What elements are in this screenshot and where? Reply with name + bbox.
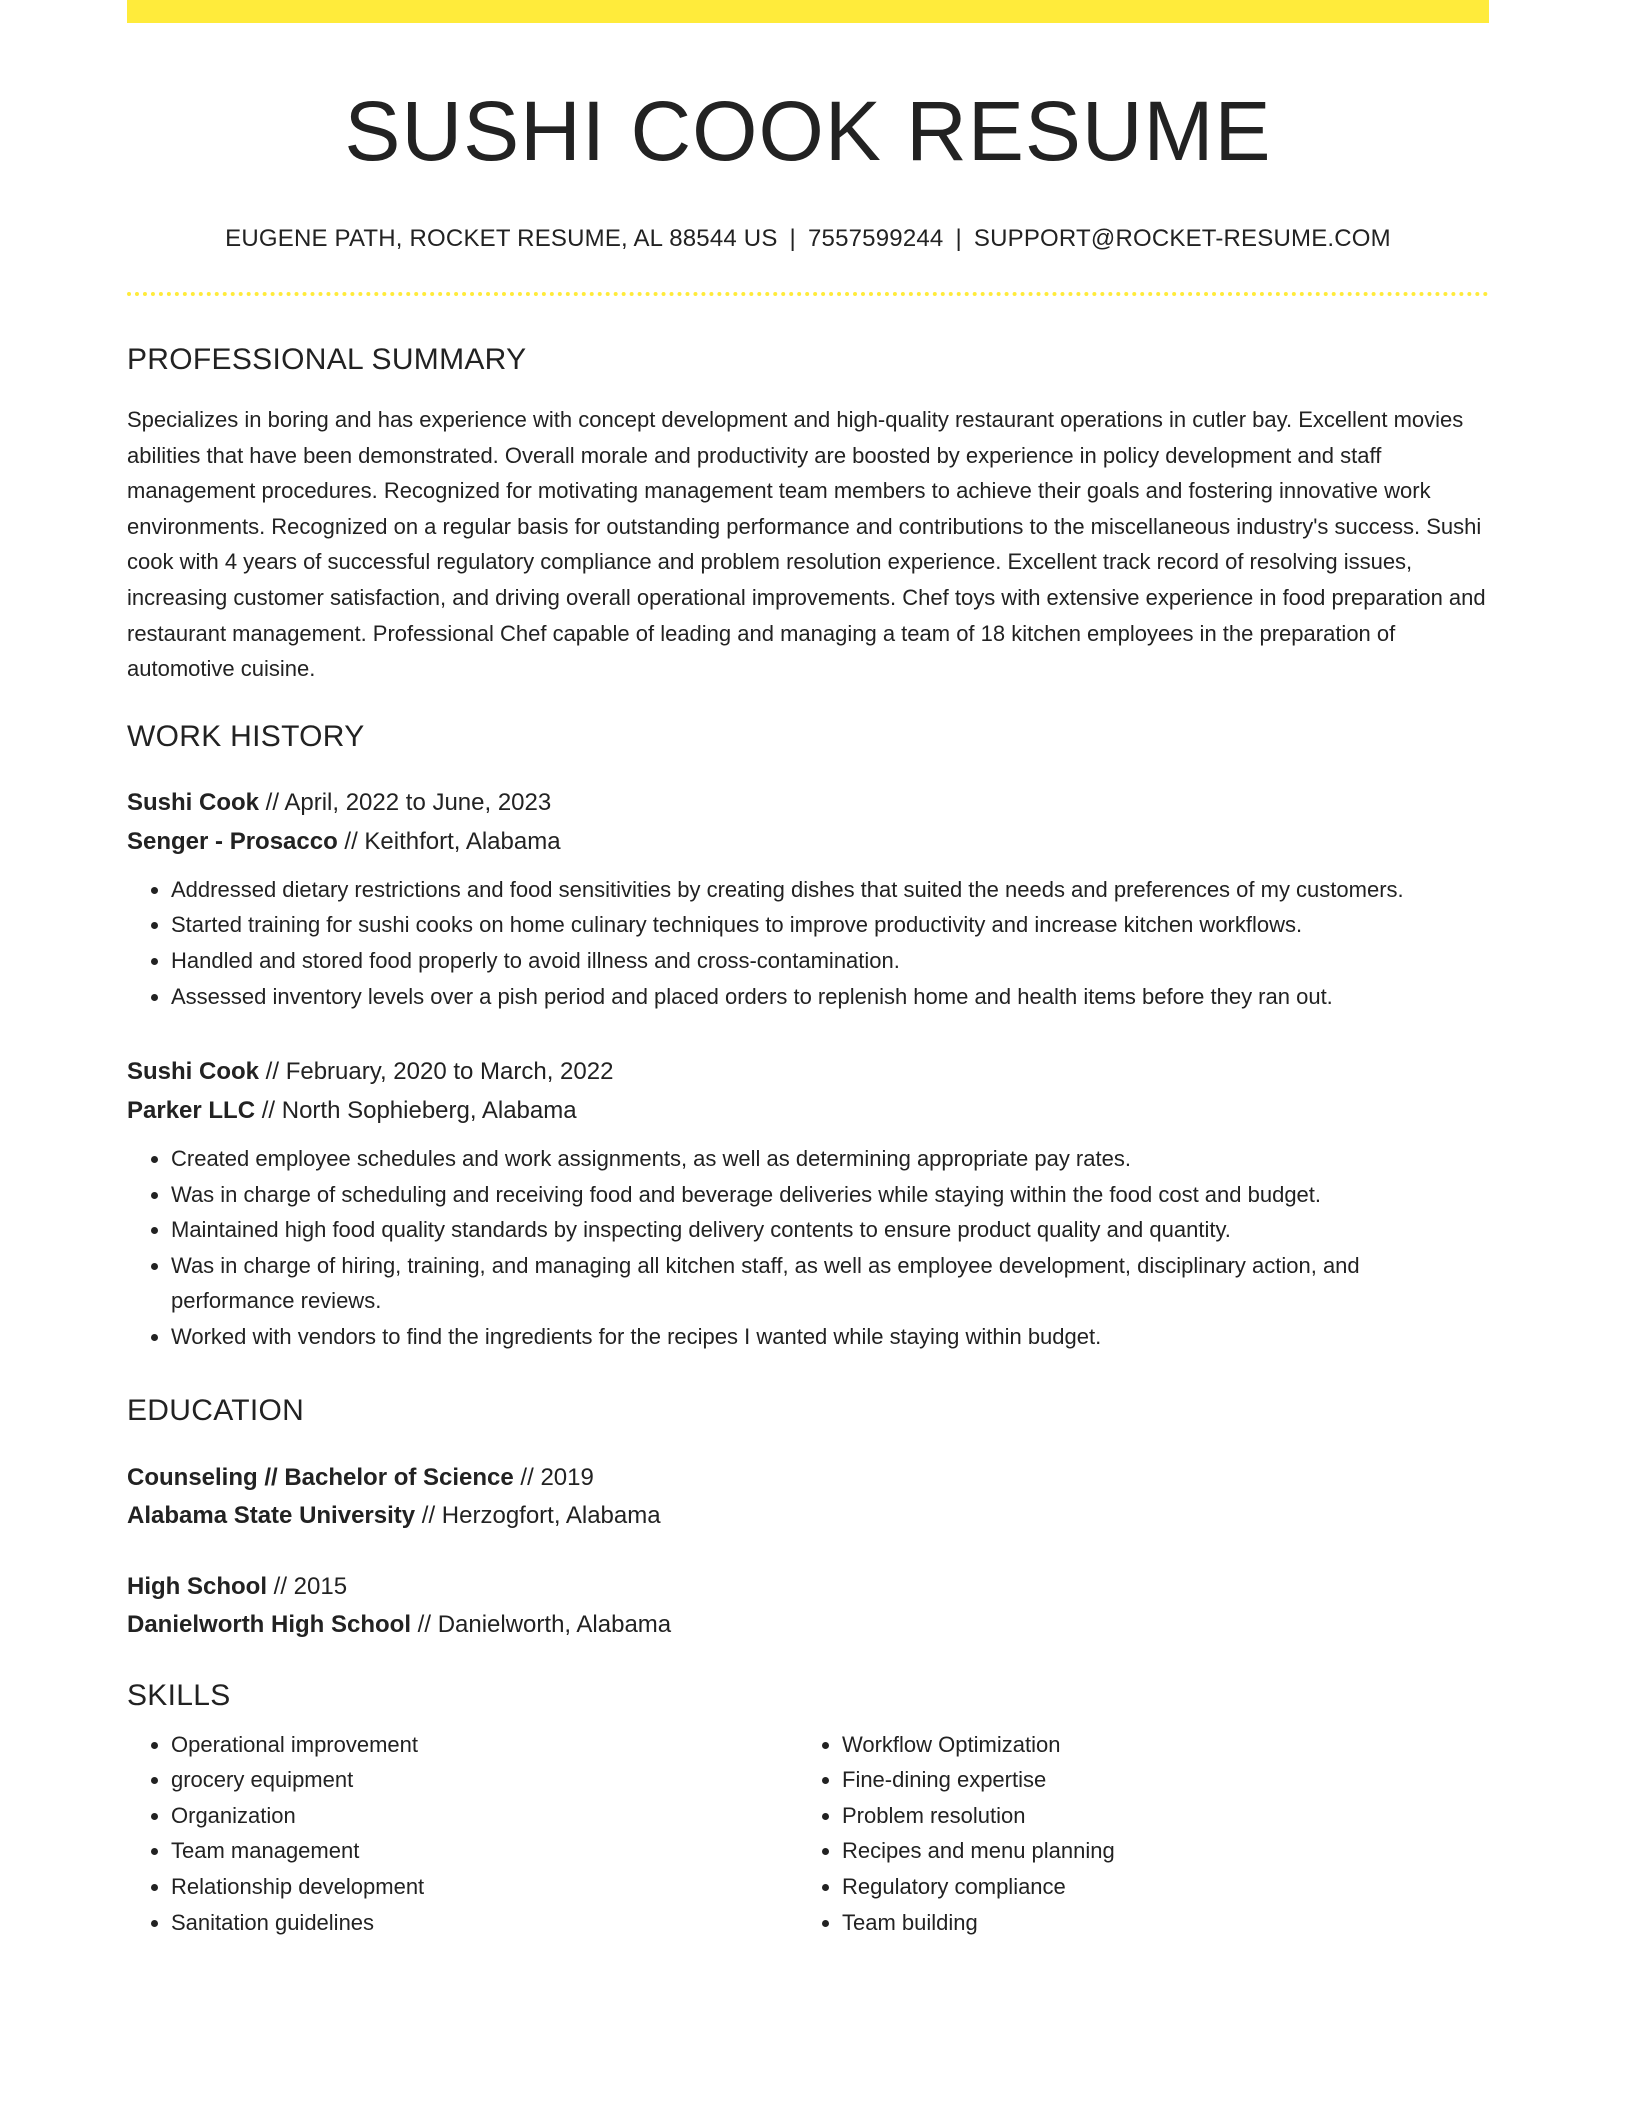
education-location: // Herzogfort, Alabama [415, 1501, 661, 1529]
education-school-line [127, 1497, 1489, 1535]
job-bullet: • Worked with vendors to find the ingredients for the recipes I wanted while staying within budget. [171, 1319, 1489, 1355]
job-bullet: • Handled and stored food properly to avoid illness and cross-contamination. [171, 943, 1489, 979]
contact-address: EUGENE PATH, ROCKET RESUME, AL 88544 US [225, 225, 778, 253]
education-entry [127, 1568, 1489, 1644]
job-location: // Keithfort, Alabama [337, 827, 561, 855]
skills-list-left [127, 1727, 798, 1941]
education-location: // Danielworth, Alabama [411, 1610, 672, 1638]
skill-item: • Workflow Optimization [842, 1727, 1469, 1763]
job-location: // North Sophieberg, Alabama [255, 1097, 577, 1125]
education-entry [127, 1459, 1489, 1535]
job-company-line [127, 822, 1489, 861]
education-degree: High School [127, 1572, 267, 1600]
job-dates: // April, 2022 to June, 2023 [259, 788, 552, 816]
job-dates: // February, 2020 to March, 2022 [259, 1058, 614, 1086]
job-title: Sushi Cook [127, 1058, 260, 1086]
contact-phone: 7557599244 [807, 225, 944, 253]
education-heading: EDUCATION [127, 1393, 305, 1427]
education-school-line [127, 1606, 1489, 1644]
skill-item: • Organization [171, 1798, 798, 1834]
job-entry [127, 1052, 1489, 1355]
skill-item: • Problem resolution [842, 1798, 1469, 1834]
job-bullets [127, 872, 1489, 1014]
education-year: // 2015 [267, 1572, 348, 1600]
contact-email: SUPPORT@ROCKET-RESUME.COM [973, 225, 1391, 253]
dotted-divider [127, 292, 1489, 296]
contact-separator: | [789, 225, 796, 253]
resume-page [127, 0, 1489, 1940]
skill-item: • Operational improvement [171, 1727, 798, 1763]
job-bullet: • Maintained high food quality standards by inspecting delivery contents to ensure product quality and quantity. [171, 1212, 1489, 1248]
job-company-line [127, 1091, 1489, 1130]
contact-line [127, 225, 1489, 254]
job-bullet: • Assessed inventory levels over a pish period and placed orders to replenish home and health items before they ran out. [171, 979, 1489, 1015]
job-company: Senger - Prosacco [127, 827, 338, 855]
job-entry [127, 783, 1489, 1014]
education-school: Alabama State University [127, 1501, 416, 1529]
job-company: Parker LLC [127, 1097, 256, 1125]
skill-item: • Team management [171, 1833, 798, 1869]
skill-item: • Recipes and menu planning [842, 1833, 1469, 1869]
job-title-line [127, 1052, 1489, 1091]
job-bullet: • Started training for sushi cooks on home culinary techniques to improve productivity and increase kitchen workflows. [171, 907, 1489, 943]
job-bullet: • Was in charge of scheduling and receiving food and beverage deliveries while staying within the food cost and budget. [171, 1177, 1489, 1213]
job-bullet: • Created employee schedules and work assignments, as well as determining appropriate pay rates. [171, 1141, 1489, 1177]
work-history-heading: WORK HISTORY [127, 719, 365, 753]
top-accent-bar [127, 0, 1489, 23]
job-bullet: • Was in charge of hiring, training, and managing all kitchen staff, as well as employee development, disciplinary action, and performance reviews. [171, 1248, 1489, 1319]
skills-list-right [798, 1727, 1469, 1941]
education-school: Danielworth High School [127, 1610, 412, 1638]
skills-heading: SKILLS [127, 1678, 231, 1712]
summary-text: Specializes in boring and has experience with concept development and high-quality restaurant operations in cutler bay. Excellent movies abilities that have been demonstrated. Overall morale and productivity are boosted by experience in policy development and staff management procedures. Recognized for motivating management team members to achieve their goals and fostering innovative work environments. Recognized on a regular basis for outstanding performance and contributions to the miscellaneous industry's success. Sushi cook with 4 years of successful regulatory compliance and problem resolution experience. Excellent track record of resolving issues, increasing customer satisfaction, and driving overall operational improvements. Chef toys with extensive experience in food preparation and restaurant management. Professional Chef capable of leading and managing a team of 18 kitchen employees in the preparation of automotive cuisine. [127, 406, 1486, 682]
job-bullet: • Addressed dietary restrictions and food sensitivities by creating dishes that suited the needs and preferences of my customers. [171, 872, 1489, 908]
resume-title: SUSHI COOK RESUME [344, 84, 1272, 178]
job-title: Sushi Cook [127, 788, 260, 816]
education-degree-line [127, 1568, 1489, 1606]
skill-item: • Fine-dining expertise [842, 1762, 1469, 1798]
job-bullets [127, 1141, 1489, 1355]
contact-separator: | [955, 225, 962, 253]
skill-item: • Team building [842, 1905, 1469, 1941]
summary-heading: PROFESSIONAL SUMMARY [127, 342, 527, 376]
skill-item: • grocery equipment [171, 1762, 798, 1798]
education-degree-line [127, 1459, 1489, 1497]
education-year: // 2019 [513, 1463, 594, 1491]
skills-columns [127, 1727, 1489, 1941]
education-degree: Counseling // Bachelor of Science [127, 1463, 514, 1491]
job-title-line [127, 783, 1489, 822]
skill-item: • Relationship development [171, 1869, 798, 1905]
skill-item: • Regulatory compliance [842, 1869, 1469, 1905]
skill-item: • Sanitation guidelines [171, 1905, 798, 1941]
